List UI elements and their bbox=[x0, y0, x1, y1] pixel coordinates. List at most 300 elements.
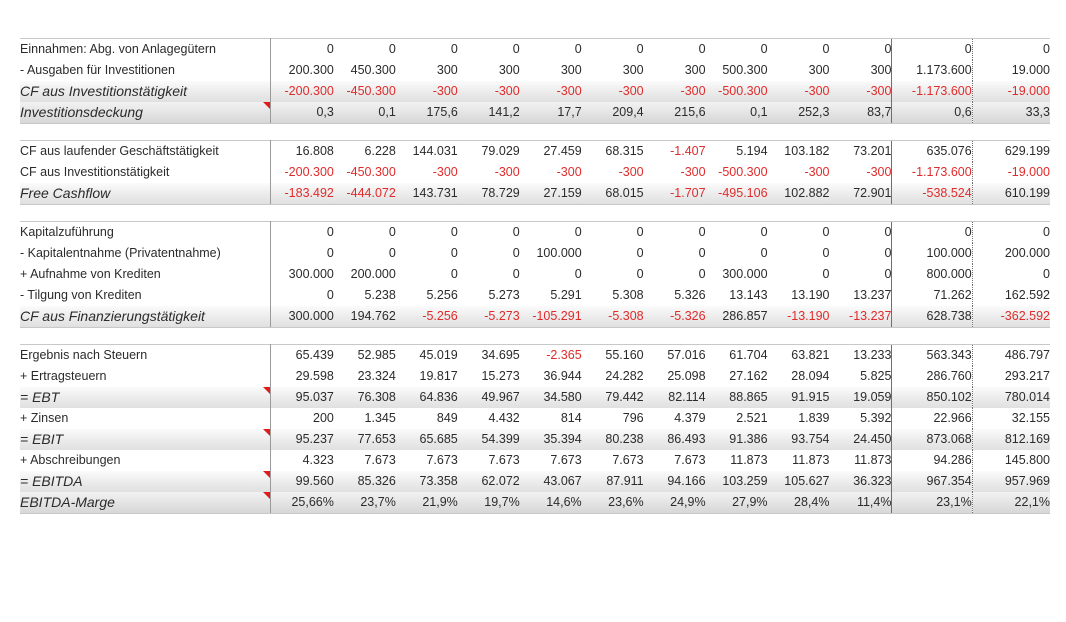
period-cell-3[interactable] bbox=[396, 81, 458, 102]
row-label[interactable] bbox=[20, 285, 270, 306]
period-cell-2[interactable] bbox=[334, 492, 396, 514]
table-row[interactable] bbox=[20, 429, 1050, 450]
table-row[interactable] bbox=[20, 81, 1050, 102]
comment-marker-icon[interactable] bbox=[263, 492, 270, 499]
period-cell-8[interactable] bbox=[706, 39, 768, 61]
period-cell-4[interactable] bbox=[458, 141, 520, 163]
period-cell-10[interactable] bbox=[829, 492, 891, 514]
table-row[interactable] bbox=[20, 450, 1050, 471]
period-cell-5[interactable] bbox=[520, 408, 582, 429]
period-cell-6[interactable] bbox=[582, 387, 644, 408]
final-cell[interactable] bbox=[972, 366, 1050, 387]
row-label[interactable] bbox=[20, 81, 270, 102]
row-label-text: CF aus laufender Geschäftstätigkeit bbox=[20, 144, 219, 158]
period-cell-8[interactable] bbox=[706, 450, 768, 471]
final-cell[interactable] bbox=[972, 81, 1050, 102]
cell-value: 0 bbox=[964, 42, 972, 56]
final-cell[interactable] bbox=[972, 243, 1050, 264]
period-cell-4[interactable] bbox=[458, 408, 520, 429]
row-label[interactable] bbox=[20, 39, 270, 61]
cell-value: 32.155 bbox=[1011, 411, 1050, 425]
period-cell-2[interactable] bbox=[334, 285, 396, 306]
period-cell-9[interactable] bbox=[768, 243, 830, 264]
period-cell-7[interactable] bbox=[644, 387, 706, 408]
period-cell-8[interactable] bbox=[706, 366, 768, 387]
period-cell-6[interactable] bbox=[582, 60, 644, 81]
period-cell-3[interactable] bbox=[396, 285, 458, 306]
table-row[interactable] bbox=[20, 306, 1050, 328]
comment-marker-icon[interactable] bbox=[263, 387, 270, 394]
period-cell-6[interactable] bbox=[582, 264, 644, 285]
period-cell-9[interactable] bbox=[768, 408, 830, 429]
period-cell-3[interactable] bbox=[396, 306, 458, 328]
row-label[interactable] bbox=[20, 222, 270, 244]
summary-cell[interactable] bbox=[892, 141, 972, 163]
period-cell-10[interactable] bbox=[829, 141, 891, 163]
period-cell-5[interactable] bbox=[520, 387, 582, 408]
period-cell-7[interactable] bbox=[644, 60, 706, 81]
final-cell[interactable] bbox=[972, 39, 1050, 61]
period-cell-6[interactable] bbox=[582, 345, 644, 367]
period-cell-5[interactable] bbox=[520, 429, 582, 450]
final-cell[interactable] bbox=[972, 162, 1050, 183]
period-cell-5[interactable] bbox=[520, 306, 582, 328]
period-cell-8[interactable] bbox=[706, 183, 768, 205]
period-cell-10[interactable] bbox=[829, 183, 891, 205]
row-label[interactable] bbox=[20, 264, 270, 285]
period-cell-4[interactable] bbox=[458, 81, 520, 102]
period-cell-2[interactable] bbox=[334, 429, 396, 450]
period-cell-2[interactable] bbox=[334, 39, 396, 61]
period-cell-7[interactable] bbox=[644, 471, 706, 492]
period-cell-2[interactable] bbox=[334, 345, 396, 367]
period-cell-6[interactable] bbox=[582, 222, 644, 244]
period-cell-5[interactable] bbox=[520, 183, 582, 205]
summary-cell[interactable] bbox=[892, 264, 972, 285]
row-label-text: + Abschreibungen bbox=[20, 453, 121, 467]
period-cell-1[interactable] bbox=[270, 222, 333, 244]
period-cell-7[interactable] bbox=[644, 450, 706, 471]
final-cell[interactable] bbox=[972, 264, 1050, 285]
comment-marker-icon[interactable] bbox=[263, 102, 270, 109]
period-cell-9[interactable] bbox=[768, 81, 830, 102]
period-cell-10[interactable] bbox=[829, 408, 891, 429]
period-cell-1[interactable] bbox=[270, 408, 333, 429]
final-cell[interactable] bbox=[972, 471, 1050, 492]
period-cell-8[interactable] bbox=[706, 408, 768, 429]
period-cell-6[interactable] bbox=[582, 366, 644, 387]
table-row[interactable] bbox=[20, 471, 1050, 492]
table-row[interactable] bbox=[20, 492, 1050, 514]
period-cell-7[interactable] bbox=[644, 222, 706, 244]
period-cell-2[interactable] bbox=[334, 387, 396, 408]
period-cell-4[interactable] bbox=[458, 429, 520, 450]
period-cell-9[interactable] bbox=[768, 306, 830, 328]
period-cell-6[interactable] bbox=[582, 39, 644, 61]
cell-value: 16.808 bbox=[295, 144, 334, 158]
period-cell-6[interactable] bbox=[582, 141, 644, 163]
period-cell-4[interactable] bbox=[458, 285, 520, 306]
summary-cell[interactable] bbox=[892, 429, 972, 450]
period-cell-9[interactable] bbox=[768, 102, 830, 124]
table-row[interactable] bbox=[20, 285, 1050, 306]
period-cell-6[interactable] bbox=[582, 450, 644, 471]
period-cell-5[interactable] bbox=[520, 222, 582, 244]
period-cell-4[interactable] bbox=[458, 306, 520, 328]
period-cell-8[interactable] bbox=[706, 306, 768, 328]
final-cell[interactable] bbox=[972, 345, 1050, 367]
period-cell-8[interactable] bbox=[706, 243, 768, 264]
period-cell-3[interactable] bbox=[396, 102, 458, 124]
period-cell-4[interactable] bbox=[458, 366, 520, 387]
summary-cell[interactable] bbox=[892, 471, 972, 492]
summary-cell[interactable] bbox=[892, 102, 972, 124]
period-cell-8[interactable] bbox=[706, 222, 768, 244]
period-cell-6[interactable] bbox=[582, 81, 644, 102]
cell-value: 23,6% bbox=[608, 495, 644, 509]
comment-marker-icon[interactable] bbox=[263, 471, 270, 478]
period-cell-4[interactable] bbox=[458, 162, 520, 183]
period-cell-8[interactable] bbox=[706, 471, 768, 492]
period-cell-9[interactable] bbox=[768, 366, 830, 387]
period-cell-3[interactable] bbox=[396, 429, 458, 450]
period-cell-3[interactable] bbox=[396, 408, 458, 429]
period-cell-1[interactable] bbox=[270, 366, 333, 387]
period-cell-9[interactable] bbox=[768, 264, 830, 285]
period-cell-7[interactable] bbox=[644, 183, 706, 205]
period-cell-3[interactable] bbox=[396, 492, 458, 514]
period-cell-2[interactable] bbox=[334, 306, 396, 328]
summary-cell[interactable] bbox=[892, 492, 972, 514]
cell-value: 796 bbox=[622, 411, 644, 425]
period-cell-4[interactable] bbox=[458, 222, 520, 244]
period-cell-5[interactable] bbox=[520, 141, 582, 163]
row-label[interactable] bbox=[20, 450, 270, 471]
table-row[interactable] bbox=[20, 387, 1050, 408]
period-cell-10[interactable] bbox=[829, 243, 891, 264]
summary-cell[interactable] bbox=[892, 450, 972, 471]
period-cell-2[interactable] bbox=[334, 222, 396, 244]
period-cell-6[interactable] bbox=[582, 408, 644, 429]
table-row[interactable] bbox=[20, 141, 1050, 163]
period-cell-4[interactable] bbox=[458, 102, 520, 124]
period-cell-8[interactable] bbox=[706, 141, 768, 163]
period-cell-4[interactable] bbox=[458, 243, 520, 264]
period-cell-5[interactable] bbox=[520, 345, 582, 367]
period-cell-5[interactable] bbox=[520, 264, 582, 285]
summary-cell[interactable] bbox=[892, 81, 972, 102]
period-cell-9[interactable] bbox=[768, 60, 830, 81]
period-cell-4[interactable] bbox=[458, 387, 520, 408]
period-cell-7[interactable] bbox=[644, 306, 706, 328]
period-cell-2[interactable] bbox=[334, 183, 396, 205]
period-cell-4[interactable] bbox=[458, 450, 520, 471]
row-label[interactable] bbox=[20, 141, 270, 163]
period-cell-5[interactable] bbox=[520, 471, 582, 492]
period-cell-8[interactable] bbox=[706, 345, 768, 367]
period-cell-4[interactable] bbox=[458, 183, 520, 205]
final-cell[interactable] bbox=[972, 222, 1050, 244]
row-label[interactable] bbox=[20, 408, 270, 429]
period-cell-7[interactable] bbox=[644, 345, 706, 367]
period-cell-3[interactable] bbox=[396, 60, 458, 81]
period-cell-4[interactable] bbox=[458, 39, 520, 61]
period-cell-1[interactable] bbox=[270, 471, 333, 492]
period-cell-9[interactable] bbox=[768, 141, 830, 163]
period-cell-10[interactable] bbox=[829, 471, 891, 492]
period-cell-1[interactable] bbox=[270, 429, 333, 450]
period-cell-3[interactable] bbox=[396, 450, 458, 471]
period-cell-2[interactable] bbox=[334, 60, 396, 81]
period-cell-3[interactable] bbox=[396, 471, 458, 492]
period-cell-6[interactable] bbox=[582, 285, 644, 306]
period-cell-6[interactable] bbox=[582, 471, 644, 492]
period-cell-9[interactable] bbox=[768, 387, 830, 408]
period-cell-9[interactable] bbox=[768, 345, 830, 367]
table-row[interactable] bbox=[20, 183, 1050, 205]
period-cell-7[interactable] bbox=[644, 429, 706, 450]
period-cell-7[interactable] bbox=[644, 39, 706, 61]
period-cell-3[interactable] bbox=[396, 345, 458, 367]
period-cell-7[interactable] bbox=[644, 162, 706, 183]
period-cell-7[interactable] bbox=[644, 264, 706, 285]
table-row[interactable] bbox=[20, 102, 1050, 124]
period-cell-7[interactable] bbox=[644, 243, 706, 264]
period-cell-6[interactable] bbox=[582, 183, 644, 205]
period-cell-1[interactable] bbox=[270, 306, 333, 328]
period-cell-5[interactable] bbox=[520, 81, 582, 102]
period-cell-3[interactable] bbox=[396, 183, 458, 205]
period-cell-6[interactable] bbox=[582, 243, 644, 264]
row-label[interactable] bbox=[20, 306, 270, 328]
summary-cell[interactable] bbox=[892, 366, 972, 387]
period-cell-2[interactable] bbox=[334, 366, 396, 387]
summary-cell[interactable] bbox=[892, 60, 972, 81]
period-cell-10[interactable] bbox=[829, 60, 891, 81]
period-cell-5[interactable] bbox=[520, 102, 582, 124]
period-cell-3[interactable] bbox=[396, 387, 458, 408]
cell-value: 5.273 bbox=[488, 288, 520, 302]
period-cell-1[interactable] bbox=[270, 39, 333, 61]
cell-value: 215,6 bbox=[674, 105, 706, 119]
period-cell-1[interactable] bbox=[270, 387, 333, 408]
period-cell-3[interactable] bbox=[396, 264, 458, 285]
period-cell-1[interactable] bbox=[270, 162, 333, 183]
period-cell-2[interactable] bbox=[334, 102, 396, 124]
final-cell[interactable] bbox=[972, 429, 1050, 450]
row-label[interactable] bbox=[20, 243, 270, 264]
summary-cell[interactable] bbox=[892, 39, 972, 61]
period-cell-8[interactable] bbox=[706, 264, 768, 285]
period-cell-2[interactable] bbox=[334, 243, 396, 264]
period-cell-8[interactable] bbox=[706, 60, 768, 81]
period-cell-7[interactable] bbox=[644, 285, 706, 306]
period-cell-10[interactable] bbox=[829, 81, 891, 102]
period-cell-10[interactable] bbox=[829, 429, 891, 450]
summary-cell[interactable] bbox=[892, 243, 972, 264]
final-cell[interactable] bbox=[972, 102, 1050, 124]
period-cell-2[interactable] bbox=[334, 141, 396, 163]
period-cell-3[interactable] bbox=[396, 162, 458, 183]
period-cell-7[interactable] bbox=[644, 366, 706, 387]
period-cell-5[interactable] bbox=[520, 450, 582, 471]
period-cell-9[interactable] bbox=[768, 492, 830, 514]
period-cell-4[interactable] bbox=[458, 60, 520, 81]
period-cell-6[interactable] bbox=[582, 429, 644, 450]
period-cell-4[interactable] bbox=[458, 492, 520, 514]
final-cell[interactable] bbox=[972, 141, 1050, 163]
period-cell-10[interactable] bbox=[829, 102, 891, 124]
period-cell-9[interactable] bbox=[768, 39, 830, 61]
table-row[interactable] bbox=[20, 222, 1050, 244]
period-cell-3[interactable] bbox=[396, 366, 458, 387]
period-cell-8[interactable] bbox=[706, 102, 768, 124]
table-row[interactable] bbox=[20, 408, 1050, 429]
period-cell-3[interactable] bbox=[396, 39, 458, 61]
table-row[interactable] bbox=[20, 39, 1050, 61]
period-cell-1[interactable] bbox=[270, 492, 333, 514]
summary-cell[interactable] bbox=[892, 408, 972, 429]
row-label[interactable] bbox=[20, 162, 270, 183]
summary-cell[interactable] bbox=[892, 387, 972, 408]
cell-value: 300 bbox=[436, 63, 458, 77]
period-cell-10[interactable] bbox=[829, 345, 891, 367]
period-cell-1[interactable] bbox=[270, 243, 333, 264]
period-cell-9[interactable] bbox=[768, 183, 830, 205]
cell-value: 43.067 bbox=[543, 474, 582, 488]
period-cell-9[interactable] bbox=[768, 429, 830, 450]
period-cell-4[interactable] bbox=[458, 345, 520, 367]
period-cell-9[interactable] bbox=[768, 285, 830, 306]
table-row[interactable] bbox=[20, 243, 1050, 264]
table-row[interactable] bbox=[20, 60, 1050, 81]
row-label[interactable] bbox=[20, 387, 270, 408]
period-cell-7[interactable] bbox=[644, 102, 706, 124]
period-cell-9[interactable] bbox=[768, 450, 830, 471]
period-cell-1[interactable] bbox=[270, 102, 333, 124]
row-label[interactable] bbox=[20, 102, 270, 124]
period-cell-5[interactable] bbox=[520, 366, 582, 387]
final-cell[interactable] bbox=[972, 285, 1050, 306]
period-cell-9[interactable] bbox=[768, 222, 830, 244]
period-cell-10[interactable] bbox=[829, 306, 891, 328]
table-row[interactable] bbox=[20, 345, 1050, 367]
period-cell-8[interactable] bbox=[706, 492, 768, 514]
row-label[interactable] bbox=[20, 492, 270, 514]
period-cell-2[interactable] bbox=[334, 264, 396, 285]
period-cell-10[interactable] bbox=[829, 450, 891, 471]
period-cell-5[interactable] bbox=[520, 162, 582, 183]
period-cell-9[interactable] bbox=[768, 162, 830, 183]
period-cell-1[interactable] bbox=[270, 345, 333, 367]
cell-value: 62.072 bbox=[481, 474, 520, 488]
table-row[interactable] bbox=[20, 264, 1050, 285]
period-cell-1[interactable] bbox=[270, 285, 333, 306]
cell-value: 91.386 bbox=[729, 432, 768, 446]
period-cell-7[interactable] bbox=[644, 492, 706, 514]
final-cell[interactable] bbox=[972, 387, 1050, 408]
final-cell[interactable] bbox=[972, 450, 1050, 471]
table-row[interactable] bbox=[20, 366, 1050, 387]
period-cell-4[interactable] bbox=[458, 471, 520, 492]
final-cell[interactable] bbox=[972, 306, 1050, 328]
period-cell-10[interactable] bbox=[829, 39, 891, 61]
period-cell-6[interactable] bbox=[582, 102, 644, 124]
period-cell-10[interactable] bbox=[829, 387, 891, 408]
summary-cell[interactable] bbox=[892, 345, 972, 367]
period-cell-1[interactable] bbox=[270, 450, 333, 471]
summary-cell[interactable] bbox=[892, 183, 972, 205]
summary-cell[interactable] bbox=[892, 162, 972, 183]
period-cell-10[interactable] bbox=[829, 162, 891, 183]
period-cell-1[interactable] bbox=[270, 264, 333, 285]
period-cell-2[interactable] bbox=[334, 450, 396, 471]
period-cell-10[interactable] bbox=[829, 222, 891, 244]
summary-cell[interactable] bbox=[892, 285, 972, 306]
summary-cell[interactable] bbox=[892, 222, 972, 244]
period-cell-4[interactable] bbox=[458, 264, 520, 285]
period-cell-7[interactable] bbox=[644, 141, 706, 163]
period-cell-8[interactable] bbox=[706, 285, 768, 306]
period-cell-7[interactable] bbox=[644, 408, 706, 429]
period-cell-6[interactable] bbox=[582, 162, 644, 183]
final-cell[interactable] bbox=[972, 492, 1050, 514]
period-cell-10[interactable] bbox=[829, 285, 891, 306]
row-label[interactable] bbox=[20, 429, 270, 450]
row-label[interactable] bbox=[20, 183, 270, 205]
period-cell-10[interactable] bbox=[829, 366, 891, 387]
period-cell-10[interactable] bbox=[829, 264, 891, 285]
final-cell[interactable] bbox=[972, 408, 1050, 429]
final-cell[interactable] bbox=[972, 183, 1050, 205]
comment-marker-icon[interactable] bbox=[263, 429, 270, 436]
period-cell-1[interactable] bbox=[270, 81, 333, 102]
final-cell[interactable] bbox=[972, 60, 1050, 81]
period-cell-5[interactable] bbox=[520, 492, 582, 514]
row-label[interactable] bbox=[20, 60, 270, 81]
period-cell-3[interactable] bbox=[396, 243, 458, 264]
table-row[interactable] bbox=[20, 162, 1050, 183]
cell-value: 95.037 bbox=[295, 390, 334, 404]
period-cell-8[interactable] bbox=[706, 162, 768, 183]
period-cell-6[interactable] bbox=[582, 492, 644, 514]
period-cell-5[interactable] bbox=[520, 243, 582, 264]
period-cell-2[interactable] bbox=[334, 408, 396, 429]
period-cell-8[interactable] bbox=[706, 387, 768, 408]
row-label[interactable] bbox=[20, 471, 270, 492]
summary-cell[interactable] bbox=[892, 306, 972, 328]
row-label[interactable] bbox=[20, 366, 270, 387]
row-label[interactable] bbox=[20, 345, 270, 367]
period-cell-8[interactable] bbox=[706, 81, 768, 102]
period-cell-1[interactable] bbox=[270, 183, 333, 205]
period-cell-1[interactable] bbox=[270, 60, 333, 81]
period-cell-2[interactable] bbox=[334, 162, 396, 183]
cell-value: 200 bbox=[313, 411, 334, 425]
period-cell-3[interactable] bbox=[396, 141, 458, 163]
period-cell-5[interactable] bbox=[520, 60, 582, 81]
period-cell-2[interactable] bbox=[334, 471, 396, 492]
period-cell-5[interactable] bbox=[520, 285, 582, 306]
period-cell-5[interactable] bbox=[520, 39, 582, 61]
period-cell-7[interactable] bbox=[644, 81, 706, 102]
period-cell-6[interactable] bbox=[582, 306, 644, 328]
period-cell-9[interactable] bbox=[768, 471, 830, 492]
period-cell-8[interactable] bbox=[706, 429, 768, 450]
period-cell-3[interactable] bbox=[396, 222, 458, 244]
period-cell-1[interactable] bbox=[270, 141, 333, 163]
period-cell-2[interactable] bbox=[334, 81, 396, 102]
